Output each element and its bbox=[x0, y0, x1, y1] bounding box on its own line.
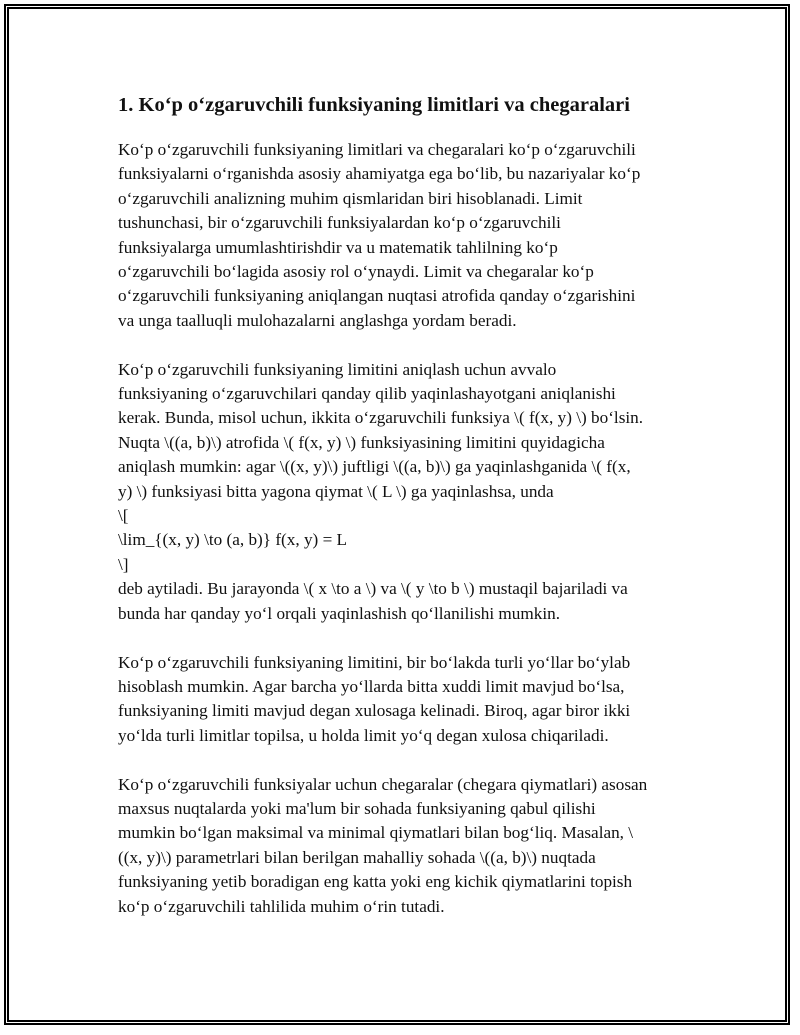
paragraph-limit-definition: Ko‘p o‘zgaruvchili funksiyaning limitini aniqlash uchun avvalo funksiyaning o‘zgaruvchilari qanday qilib yaqinlashayotgani aniqlanishi kerak. Bunda, misol uchun, ikkita o‘zgaruvchili funksiya \( f(x, y) \) bo‘lsin. Nuqta \((a, b)\) atrofida \( f(x, y) \) funksiyasining limitini quyidagicha aniqlash mumkin: agar \((x, y)\) juftligi \((a, b)\) ga yaqinlashganida \( f(x, y) \) funksiyasi bitta yagona qiymat \( L \) ga yaqinlashsa, unda \[ \lim_{(x, y) \to (a, b)} f(x, y) = L \] deb aytiladi. Bu jarayonda \( x \to a \) va \( y \to b \) mustaqil bajariladi va bunda har qanday yo‘l orqali yaqinlashish qo‘llanilishi mumkin. bbox=[118, 359, 644, 623]
paragraph-bounds: Ko‘p o‘zgaruvchili funksiyalar uchun chegaralar (chegara qiymatlari) asosan maxsus nuqtalarda yoki ma'lum bir sohada funksiyaning qabul qilishi mumkin bo‘lgan maksimal va minimal qiymatlari bilan bog‘liq. Masalan, \ ((x, y)\) parametrlari bilan berilgan mahalliy sohada \((a, b)\) nuqtada funksiyaning yetib boradigan eng katta yoki eng kichik qiymatlarini topish ko‘p o‘zgaruvchili tahlilida muhim o‘rin tutadi. bbox=[118, 774, 648, 916]
section-title: 1. Ko‘p o‘zgaruvchili funksiyaning limitlari va chegaralari bbox=[118, 94, 630, 116]
paragraph-intro: Ko‘p o‘zgaruvchili funksiyaning limitlari va chegaralari ko‘p o‘zgaruvchili funksiyalarni o‘rganishda asosiy ahamiyatga ega bo‘lib, bu nazariyalar ko‘p o‘zgaruvchili analizning muhim qismlaridan biri hisoblanadi. Limit tushunchasi, bir o‘zgaruvchili funksiyalardan ko‘p o‘zgaruvchili funksiyalarga umumlashtirishdir va u matematik tahlilning ko‘p o‘zgaruvchili bo‘lagida asosiy rol o‘ynaydi. Limit va chegaralar ko‘p o‘zgaruvchili funksiyaning aniqlangan nuqtasi atrofida qanday o‘zgarishini va unga taalluqli mulohazalarni anglashga yordam beradi. bbox=[118, 140, 641, 330]
document-body bbox=[118, 92, 688, 943]
paragraph-path-limits: Ko‘p o‘zgaruvchili funksiyaning limitini, bir bo‘lakda turli yo‘llar bo‘ylab hisoblash mumkin. Agar barcha yo‘llarda bitta xuddi limit mavjud bo‘lsa, funksiyaning limiti mavjud degan xulosaga kelinadi. Biroq, agar biror ikki yo‘lda turli limitlar topilsa, u holda limit yo‘q degan xulosa chiqariladi. bbox=[118, 652, 631, 745]
